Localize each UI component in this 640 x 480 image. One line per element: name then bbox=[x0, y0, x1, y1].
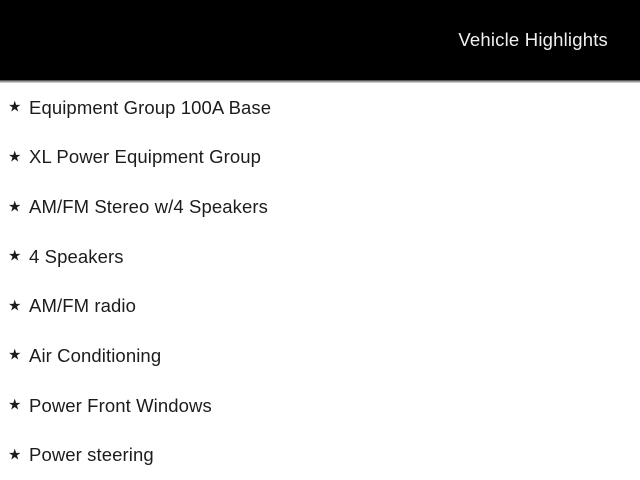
list-item bbox=[0, 182, 640, 232]
list-item bbox=[0, 232, 640, 282]
highlight-label: Air Conditioning bbox=[29, 344, 162, 366]
highlight-label: XL Power Equipment Group bbox=[29, 146, 262, 168]
page-title: Vehicle Highlights bbox=[458, 29, 608, 50]
highlight-label: Power steering bbox=[29, 444, 154, 466]
list-item bbox=[0, 381, 640, 431]
star-icon: ★ bbox=[8, 97, 22, 116]
list-item bbox=[0, 331, 640, 381]
list-item bbox=[0, 430, 640, 480]
header-bar bbox=[0, 0, 640, 80]
highlight-label: Power Front Windows bbox=[29, 394, 212, 416]
star-icon: ★ bbox=[8, 445, 22, 464]
star-icon: ★ bbox=[8, 147, 22, 166]
star-icon: ★ bbox=[8, 296, 22, 315]
list-item bbox=[0, 83, 640, 133]
star-icon: ★ bbox=[8, 395, 22, 414]
star-icon: ★ bbox=[8, 345, 22, 364]
highlight-label: 4 Speakers bbox=[29, 245, 124, 267]
list-item bbox=[0, 282, 640, 332]
highlight-label: Equipment Group 100A Base bbox=[29, 96, 272, 118]
highlight-label: AM/FM Stereo w/4 Speakers bbox=[29, 196, 268, 218]
highlights-list bbox=[0, 83, 640, 480]
star-icon: ★ bbox=[8, 246, 22, 265]
highlight-label: AM/FM radio bbox=[29, 295, 136, 317]
list-item bbox=[0, 133, 640, 183]
star-icon: ★ bbox=[8, 197, 22, 216]
